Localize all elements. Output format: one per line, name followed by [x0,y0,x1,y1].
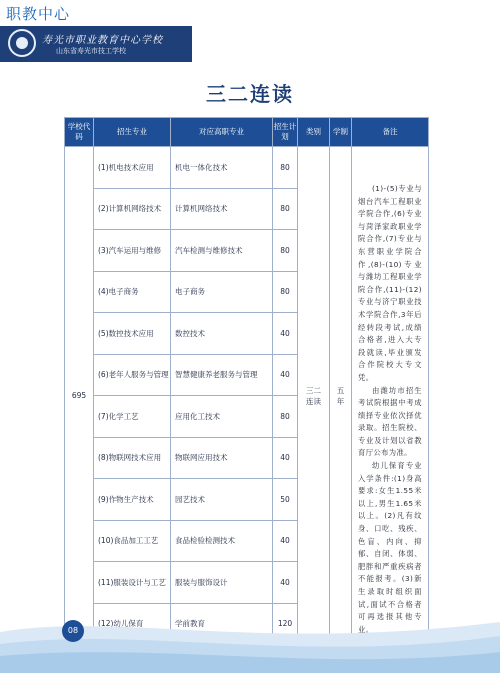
plan-cell: 80 [273,230,298,272]
major-cell: (2)计算机网络技术 [94,188,171,230]
major-cell: (11)服装设计与工艺 [94,562,171,604]
plan-cell: 80 [273,396,298,438]
header-school-code: 学校代码 [65,118,94,147]
header-higher-major: 对应高职专业 [171,118,273,147]
category-cell [298,147,330,645]
higher-major-cell: 物联网应用技术 [171,437,273,479]
major-cell: (4)电子商务 [94,271,171,313]
duration-text: 五年 [336,385,345,406]
table-header-row [65,118,429,147]
school-banner [0,26,190,62]
top-bar [0,0,500,22]
enrollment-table [64,117,429,645]
higher-major-cell: 服装与服饰设计 [171,562,273,604]
higher-major-cell: 应用化工技术 [171,396,273,438]
school-name-sub: 山东省寿光市技工学校 [56,47,126,55]
higher-major-cell: 电子商务 [171,271,273,313]
higher-major-cell: 数控技术 [171,313,273,355]
plan-cell: 40 [273,313,298,355]
higher-major-cell: 汽车检测与维修技术 [171,230,273,272]
header-major: 招生专业 [94,118,171,147]
header-category: 类别 [298,118,330,147]
higher-major-cell: 食品检验检测技术 [171,520,273,562]
notes-cell [352,147,429,645]
school-name: 寿光市职业教育中心学校 [42,35,163,46]
plan-cell: 40 [273,354,298,396]
major-cell: (9)作物生产技术 [94,479,171,521]
major-cell: (5)数控技术应用 [94,313,171,355]
major-cell: (7)化学工艺 [94,396,171,438]
plan-cell: 80 [273,188,298,230]
plan-cell: 120 [273,603,298,645]
banner-stripes [164,26,194,62]
plan-cell: 80 [273,271,298,313]
major-cell: (6)老年人服务与管理 [94,354,171,396]
note-paragraph-1: (1)-(5)专业与烟台汽车工程职业学院合作,(6)专业与菏泽家政职业学院合作,(7)专业与东营职业学院合作,(8)-(10)专业与潍坊工程职业学院合作,(11)-(12)专业与济宁职业技术学院合作,3年后经转段考试,成绩合格者,进入大专段就读,毕业颁发合作院校大专文凭。 [358,184,422,382]
major-cell: (8)物联网技术应用 [94,437,171,479]
higher-major-cell: 学前教育 [171,603,273,645]
header-notes: 备注 [352,118,429,147]
major-cell: (3)汽车运用与维修 [94,230,171,272]
plan-cell: 80 [273,147,298,189]
school-logo-icon [8,29,36,57]
plan-cell: 40 [273,437,298,479]
school-code-cell: 695 [65,147,94,645]
table-row [65,147,429,189]
page-title: 三二连读 [206,82,294,106]
header-duration: 学制 [330,118,352,147]
note-paragraph-2: 由潍坊市招生考试院根据中考成绩择专业依次择优录取。招生院校、专业及计划以省教育厅公布为准。 [358,385,422,458]
higher-major-cell: 机电一体化技术 [171,147,273,189]
header-plan: 招生计划 [273,118,298,147]
duration-cell [330,147,352,645]
category-text: 三二连读 [306,385,321,406]
plan-cell: 40 [273,520,298,562]
higher-major-cell: 智慧健康养老服务与管理 [171,354,273,396]
page-number-badge: 08 [62,620,84,642]
plan-cell: 40 [273,562,298,604]
note-paragraph-3: 幼儿保育专业入学条件:(1)身高要求:女生1.55米以上,男生1.65米以上。(2)凡有纹身、口吃、残疾、色盲、内向、抑郁、自闭、体弱、肥胖和严重疾病者不能报考。(3)新生录取时组织面试,面试不合格者可再选报其他专业。 [358,461,422,634]
major-cell: (1)机电技术应用 [94,147,171,189]
higher-major-cell: 园艺技术 [171,479,273,521]
plan-cell: 50 [273,479,298,521]
major-cell: (10)食品加工工艺 [94,520,171,562]
major-cell: (12)幼儿保育 [94,603,171,645]
higher-major-cell: 计算机网络技术 [171,188,273,230]
corner-label: 职教中心 [6,5,71,23]
